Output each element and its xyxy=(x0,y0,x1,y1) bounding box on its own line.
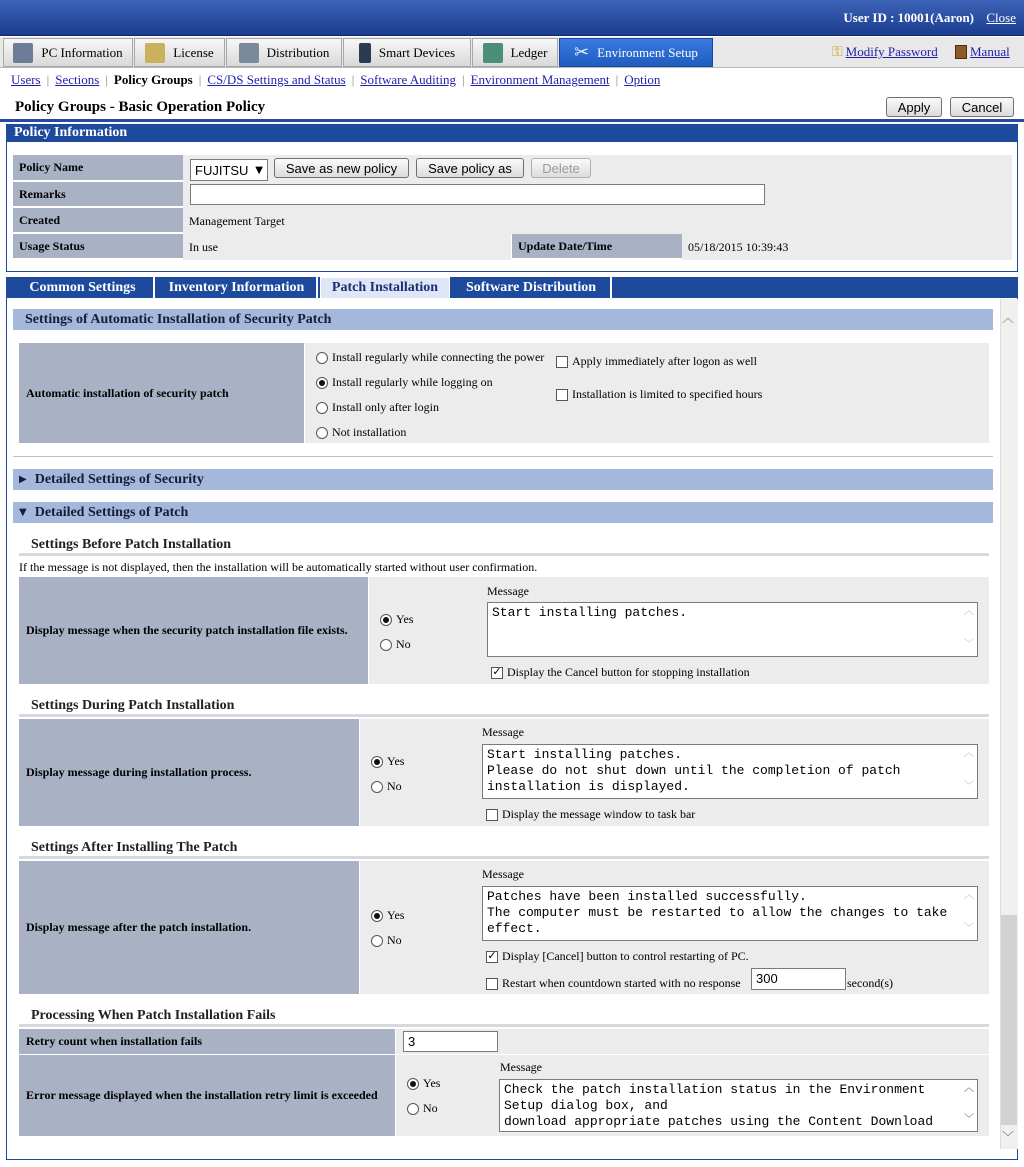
radio-during-yes[interactable] xyxy=(371,756,383,768)
license-icon xyxy=(145,43,165,63)
before-no-option[interactable]: No xyxy=(380,637,411,652)
radio-install-after-login[interactable] xyxy=(316,402,328,414)
update-datetime-label: Update Date/Time xyxy=(512,234,682,260)
nav-cs-ds-settings[interactable]: CS/DS Settings and Status xyxy=(207,72,346,87)
before-install-note: If the message is not displayed, then the installation will be automatically started without user confirmation. xyxy=(19,560,538,574)
after-yes-option[interactable]: Yes xyxy=(371,908,404,923)
pc-icon xyxy=(13,43,33,63)
tab-smart-devices[interactable]: Smart Devices xyxy=(343,38,471,67)
after-message-label: Message xyxy=(482,867,524,881)
policy-information-title: Policy Information xyxy=(6,124,1018,142)
during-message-label: Message xyxy=(482,725,524,739)
after-message-textarea[interactable]: Patches have been installed successfully. The computer must be restarted to allow the changes to take effect. ︿ ﹀ xyxy=(482,886,978,941)
during-taskbar-checkbox[interactable]: Display the message window to task bar xyxy=(486,807,695,822)
before-message-label: Message xyxy=(487,584,529,598)
scroll-arrows-icon: ︿ ﹀ xyxy=(964,891,974,935)
created-value: Management Target xyxy=(183,208,1012,234)
tab-environment-setup[interactable]: ✂ Environment Setup xyxy=(559,38,713,67)
during-message-textarea[interactable]: Start installing patches. Please do not shut down until the completion of patch installation is displayed. ︿ ﹀ xyxy=(482,744,978,799)
tab-common-settings[interactable]: Common Settings xyxy=(12,277,155,298)
key-icon: ⚿ xyxy=(832,44,843,60)
after-install-heading: Settings After Installing The Patch xyxy=(19,840,989,859)
page-title: Policy Groups - Basic Operation Policy xyxy=(15,99,266,115)
modify-password-link[interactable]: ⚿ Modify Password xyxy=(832,44,938,60)
sub-navigation: Users | Sections | Policy Groups | CS/DS Settings and Status | Software Auditing | Environment Management | Option xyxy=(11,72,661,87)
close-link[interactable]: Close xyxy=(986,10,1016,25)
apply-button[interactable]: Apply xyxy=(886,97,942,117)
ledger-icon xyxy=(483,43,503,63)
radio-before-yes[interactable] xyxy=(380,614,392,626)
radio-after-yes[interactable] xyxy=(371,910,383,922)
update-datetime-value: 05/18/2015 10:39:43 xyxy=(682,234,1012,260)
main-tabs xyxy=(0,37,1024,68)
detailed-patch-header[interactable]: ▼ Detailed Settings of Patch xyxy=(13,502,993,523)
scroll-down-icon[interactable]: ﹀ xyxy=(1002,1130,1015,1144)
install-power-option[interactable]: Install regularly while connecting the power xyxy=(316,350,544,365)
fail-message-textarea[interactable]: Check the patch installation status in the Environment Setup dialog box, and download appropriate patches using the Content Download ︿ ﹀ xyxy=(499,1079,978,1132)
delete-button[interactable]: Delete xyxy=(531,158,591,178)
cancel-button[interactable]: Cancel xyxy=(950,97,1014,117)
sub-tabs xyxy=(6,277,1018,298)
during-install-label: Display message during installation process. xyxy=(19,719,359,826)
during-no-option[interactable]: No xyxy=(371,779,402,794)
retry-count-label: Retry count when installation fails xyxy=(19,1029,395,1054)
remarks-input[interactable] xyxy=(190,184,765,205)
save-policy-as-button[interactable]: Save policy as xyxy=(416,158,524,178)
limited-hours-checkbox[interactable]: Installation is limited to specified hours xyxy=(556,387,762,402)
tab-ledger[interactable]: Ledger xyxy=(472,38,558,67)
usage-status-value: In use xyxy=(183,234,511,260)
tab-license[interactable]: License xyxy=(134,38,225,67)
scroll-up-icon[interactable]: ︿ xyxy=(1002,311,1015,325)
tools-icon: ✂ xyxy=(574,42,590,63)
during-yes-option[interactable]: Yes xyxy=(371,754,404,769)
fail-no-option[interactable]: No xyxy=(407,1101,438,1116)
nav-policy-groups[interactable]: Policy Groups xyxy=(113,72,193,87)
radio-after-no[interactable] xyxy=(371,935,383,947)
usage-status-label: Usage Status xyxy=(13,234,183,260)
remarks-label: Remarks xyxy=(13,182,183,208)
fail-yes-option[interactable]: Yes xyxy=(407,1076,440,1091)
fail-message-label: Message xyxy=(500,1060,542,1074)
radio-before-no[interactable] xyxy=(380,639,392,651)
save-as-new-policy-button[interactable]: Save as new policy xyxy=(274,158,409,178)
top-bar xyxy=(0,0,1024,36)
scroll-arrows-icon: ︿ ﹀ xyxy=(964,749,974,793)
detailed-security-header[interactable]: ▶ Detailed Settings of Security xyxy=(13,469,993,490)
radio-install-logging[interactable] xyxy=(316,377,328,389)
tab-inventory-information[interactable]: Inventory Information xyxy=(157,277,318,298)
install-after-login-option[interactable]: Install only after login xyxy=(316,400,439,415)
before-yes-option[interactable]: Yes xyxy=(380,612,413,627)
radio-install-power[interactable] xyxy=(316,352,328,364)
created-label: Created xyxy=(13,208,183,234)
before-install-label: Display message when the security patch installation file exists. xyxy=(19,577,368,684)
before-message-textarea[interactable]: Start installing patches. ︿ ﹀ xyxy=(487,602,978,657)
before-cancel-checkbox[interactable]: ✓ Display the Cancel button for stopping installation xyxy=(492,665,750,679)
policy-name-label: Policy Name xyxy=(13,155,183,182)
smartphone-icon xyxy=(359,43,371,63)
distribution-icon xyxy=(239,43,259,63)
seconds-label: second(s) xyxy=(847,976,893,990)
manual-link[interactable]: Manual xyxy=(955,44,1010,60)
chevron-down-icon: ▼ xyxy=(255,164,263,176)
countdown-input[interactable]: 300 xyxy=(751,968,846,990)
scrollbar-thumb[interactable] xyxy=(1001,915,1017,1125)
restart-countdown-checkbox[interactable]: Restart when countdown started with no response xyxy=(486,976,741,991)
retry-count-input[interactable]: 3 xyxy=(403,1031,498,1052)
not-installation-option[interactable]: Not installation xyxy=(316,425,406,440)
nav-environment-management[interactable]: Environment Management xyxy=(470,72,610,87)
radio-not-installation[interactable] xyxy=(316,427,328,439)
tab-distribution[interactable]: Distribution xyxy=(226,38,342,67)
during-install-heading: Settings During Patch Installation xyxy=(19,698,989,717)
after-install-label: Display message after the patch installation. xyxy=(19,861,359,994)
nav-option[interactable]: Option xyxy=(624,72,661,87)
triangle-down-icon: ▼ xyxy=(19,507,27,518)
radio-fail-no[interactable] xyxy=(407,1103,419,1115)
nav-users[interactable]: Users xyxy=(11,72,41,87)
tab-patch-installation[interactable]: Patch Installation xyxy=(320,277,450,298)
scroll-arrows-icon: ︿ ﹀ xyxy=(964,1084,974,1126)
policy-name-select[interactable]: FUJITSU ▼ xyxy=(190,159,268,181)
before-install-heading: Settings Before Patch Installation xyxy=(19,537,989,556)
user-id: User ID : 10001(Aaron) xyxy=(843,10,974,25)
scroll-arrows-icon: ︿ ﹀ xyxy=(964,607,974,651)
auto-install-label: Automatic installation of security patch xyxy=(19,343,304,443)
apply-after-logon-checkbox[interactable]: Apply immediately after logon as well xyxy=(556,354,757,369)
triangle-right-icon: ▶ xyxy=(19,474,27,485)
after-no-option[interactable]: No xyxy=(371,933,402,948)
radio-fail-yes[interactable] xyxy=(407,1078,419,1090)
tab-software-distribution[interactable]: Software Distribution xyxy=(452,277,612,298)
auto-install-heading: Settings of Automatic Installation of Security Patch xyxy=(13,309,993,330)
fail-heading: Processing When Patch Installation Fails xyxy=(19,1008,989,1027)
error-message-label: Error message displayed when the installation retry limit is exceeded xyxy=(19,1055,395,1136)
after-cancel-checkbox[interactable]: ✓ Display [Cancel] button to control restarting of PC. xyxy=(487,949,749,963)
page-header xyxy=(0,92,1024,122)
install-logging-option[interactable]: Install regularly while logging on xyxy=(316,375,493,390)
nav-software-auditing[interactable]: Software Auditing xyxy=(360,72,456,87)
radio-during-no[interactable] xyxy=(371,781,383,793)
book-icon xyxy=(955,45,967,59)
nav-sections[interactable]: Sections xyxy=(55,72,100,87)
tab-pc-information[interactable]: PC Information xyxy=(3,38,133,67)
